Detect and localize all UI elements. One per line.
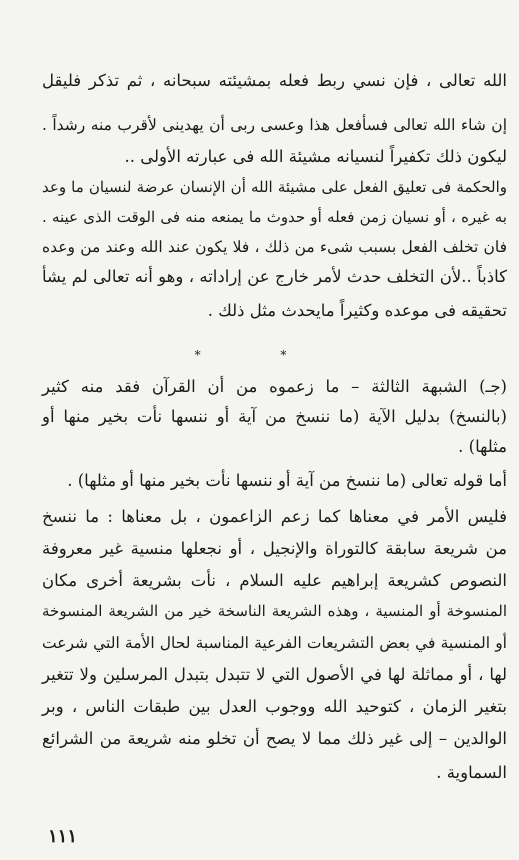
text-line: السماوية . (436, 763, 507, 782)
text-line: النصوص كشريعة إبراهيم عليه السلام ، نأت بشريعة أخرى مكان (42, 571, 507, 590)
text-line: المنسوخة أو المنسية ، وهذه الشريعة الناسخة خير من الشريعة المنسوخة (42, 602, 507, 620)
text-line: به غيره ، أو نسيان زمن فعله أو حدوث ما يمنعه منه فى الوقت الذى عينه . (42, 208, 507, 226)
text-line: فان تخلف الفعل بسبب شىء من ذلك ، فلا يكون عند الله وعند من وعده (42, 238, 507, 256)
text-line: إن شاء الله تعالى فسأفعل هذا وعسى ربى أن يهدينى لأقرب منه رشداً . (42, 116, 507, 134)
text-line: (جـ) الشبهة الثالثة – ما زعموه من أن القرآن فقد منه كثير (42, 377, 507, 396)
text-line: ليكون ذلك تكفيراً لنسيانه مشيئة الله فى عبارته الأولى .. (124, 147, 507, 166)
text-line: والحكمة فى تعليق الفعل على مشيئة الله أن الإنسان عرضة لنسيان ما وعد (42, 178, 507, 196)
text-line: الله تعالى ، فإن نسي ربط فعله بمشيئته سبحانه ، ثم تذكر فليقل (42, 71, 507, 90)
section-separator: * * (194, 348, 325, 362)
text-line: بتغير الزمان ، كتوحيد الله ووجوب العدل بين طبقات الناس ، وبر (42, 697, 507, 716)
text-line: كاذباً ..لأن التخلف حدث لأمر خارج عن إراداته ، وهو أنه تعالى لم يشأ (42, 267, 507, 286)
text-line: (بالنسخ) بدليل الآية (ما ننسخ من آية أو ننسها نأت بخير منها أو (42, 407, 507, 426)
text-line: الوالدين – إلى غير ذلك مما لا يصح أن تخلو منه شريعة من الشرائع (42, 729, 507, 748)
text-line: لها ، أو مماثلة لها في الأصول التي لا تتبدل بتبدل المرسلين ولا تتغير (42, 665, 507, 684)
text-line: مثلها) . (458, 437, 507, 456)
page-number: ١١١ (48, 826, 78, 847)
text-line: أما قوله تعالى (ما ننسخ من آية أو ننسها نأت بخير منها أو مثلها) . (67, 471, 507, 490)
text-line: فليس الأمر في معناها كما زعم الزاعمون ، بل معناها : ما ننسخ (42, 507, 507, 526)
text-line: تحقيقه فى موعده وكثيراً مايحدث مثل ذلك . (207, 301, 507, 320)
text-line: أو المنسية في بعض التشريعات الفرعية المناسبة لحال الأمة التي شرعت (42, 634, 507, 652)
text-line: من شريعة سابقة كالتوراة والإنجيل ، أو نجعلها منسية غير معروفة (42, 539, 507, 558)
